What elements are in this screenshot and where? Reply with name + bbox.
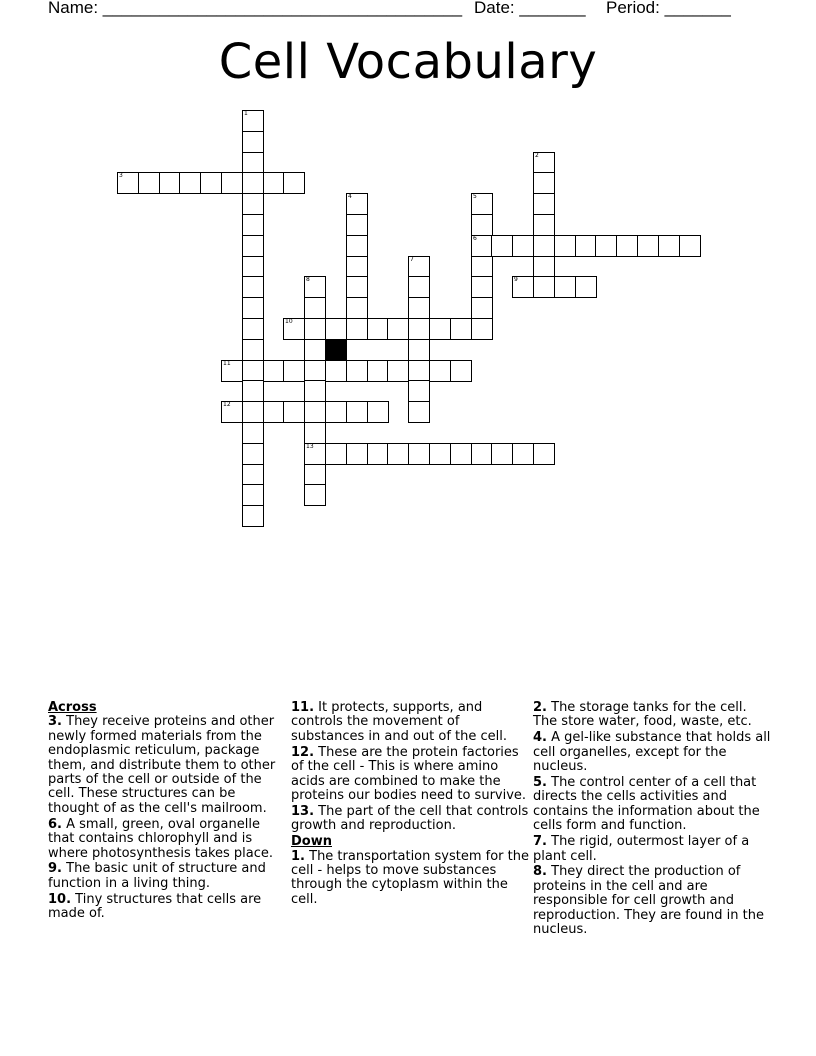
crossword-cell[interactable] xyxy=(429,318,451,340)
crossword-cell[interactable] xyxy=(450,360,472,382)
clue-number-label: 7 xyxy=(410,256,414,263)
crossword-cell[interactable] xyxy=(533,172,555,194)
crossword-cell[interactable] xyxy=(637,235,659,257)
crossword-cell[interactable] xyxy=(346,214,368,236)
crossword-cell[interactable] xyxy=(408,443,430,465)
clue-number: 10. xyxy=(48,891,72,907)
crossword-cell[interactable] xyxy=(242,110,264,132)
crossword-cell[interactable] xyxy=(304,464,326,486)
crossword-cell[interactable] xyxy=(242,339,264,361)
crossword-cell[interactable] xyxy=(533,443,555,465)
crossword-cell[interactable] xyxy=(221,360,243,382)
clue-number: 9. xyxy=(48,861,62,877)
clue-across-12 xyxy=(291,746,529,804)
name-field[interactable]: Name: ______________________________________ xyxy=(48,0,463,17)
crossword-cell[interactable] xyxy=(325,401,347,423)
crossword-cell[interactable] xyxy=(346,318,368,340)
crossword-cell[interactable] xyxy=(429,360,451,382)
clue-across-10 xyxy=(48,893,286,922)
clue-text: The transportation system for the cell - helps to move substances through the cytoplasm within the cell. xyxy=(291,848,529,907)
crossword-cell[interactable] xyxy=(346,297,368,319)
crossword-cell[interactable] xyxy=(242,256,264,278)
crossword-cell[interactable] xyxy=(283,172,305,194)
page-title: Cell Vocabulary xyxy=(218,34,598,90)
crossword-cell[interactable] xyxy=(346,443,368,465)
crossword-cell[interactable] xyxy=(491,443,513,465)
crossword-cell[interactable] xyxy=(387,360,409,382)
clue-text: The control center of a cell that directs the cells activities and contains the information about the cells form and function. xyxy=(533,775,760,834)
clue-number: 2. xyxy=(533,700,547,715)
crossword-cell[interactable] xyxy=(263,401,285,423)
crossword-cell[interactable] xyxy=(533,256,555,278)
crossword-cell[interactable] xyxy=(346,276,368,298)
crossword-cell[interactable] xyxy=(471,256,493,278)
crossword-cell[interactable] xyxy=(304,339,326,361)
crossword-cell[interactable] xyxy=(471,318,493,340)
down-heading: Down xyxy=(291,834,332,850)
crossword-cell[interactable] xyxy=(512,235,534,257)
crossword-cell[interactable] xyxy=(512,276,534,298)
clue-number: 6. xyxy=(48,816,62,832)
crossword-cell[interactable] xyxy=(387,443,409,465)
crossword-cell[interactable] xyxy=(450,443,472,465)
crossword-cell[interactable] xyxy=(242,235,264,257)
crossword-cell[interactable] xyxy=(533,152,555,174)
crossword-cell[interactable] xyxy=(242,464,264,486)
crossword-cell[interactable] xyxy=(159,172,181,194)
crossword-cell[interactable] xyxy=(471,214,493,236)
clue-down-7 xyxy=(533,835,771,864)
clue-across-11 xyxy=(291,701,529,744)
crossword-cell[interactable] xyxy=(242,401,264,423)
crossword-cell[interactable] xyxy=(242,297,264,319)
clue-number-label: 12 xyxy=(223,401,231,408)
clue-number: 13. xyxy=(291,803,315,819)
crossword-cell[interactable] xyxy=(616,235,638,257)
crossword-cell[interactable] xyxy=(491,235,513,257)
crossword-cell[interactable] xyxy=(471,235,493,257)
clue-number-label: 10 xyxy=(285,318,293,325)
crossword-cell[interactable] xyxy=(408,256,430,278)
crossword-cell[interactable] xyxy=(304,276,326,298)
crossword-cell[interactable] xyxy=(367,443,389,465)
crossword-cell[interactable] xyxy=(325,443,347,465)
crossword-cell[interactable] xyxy=(242,152,264,174)
crossword-cell[interactable] xyxy=(429,443,451,465)
crossword-cell[interactable] xyxy=(408,401,430,423)
crossword-cell[interactable] xyxy=(408,339,430,361)
crossword-cell[interactable] xyxy=(242,131,264,153)
crossword-cell[interactable] xyxy=(242,380,264,402)
crossword-cell[interactable] xyxy=(221,172,243,194)
date-field[interactable]: Date: _______ xyxy=(474,0,586,17)
clue-number: 1. xyxy=(291,848,305,864)
crossword-cell[interactable] xyxy=(575,235,597,257)
crossword-cell[interactable] xyxy=(304,318,326,340)
crossword-cell[interactable] xyxy=(242,422,264,444)
crossword-cell[interactable] xyxy=(242,443,264,465)
crossword-cell[interactable] xyxy=(554,276,576,298)
crossword-cell[interactable] xyxy=(304,380,326,402)
crossword-cell[interactable] xyxy=(471,276,493,298)
clue-across-6 xyxy=(48,818,286,861)
crossword-cell[interactable] xyxy=(263,360,285,382)
clue-text: A gel-like substance that holds all cell organelles, except for the nucleus. xyxy=(533,730,771,775)
clue-text: Tiny structures that cells are made of. xyxy=(48,891,262,922)
crossword-cell[interactable] xyxy=(679,235,701,257)
clue-down-4 xyxy=(533,731,771,774)
clue-number-label: 11 xyxy=(223,360,231,367)
crossword-cell[interactable] xyxy=(138,172,160,194)
clue-number-label: 4 xyxy=(348,193,352,200)
crossword-cell[interactable] xyxy=(304,360,326,382)
clue-number-label: 3 xyxy=(119,172,123,179)
clue-down-2 xyxy=(533,701,771,730)
crossword-cell[interactable] xyxy=(283,401,305,423)
crossword-cell[interactable] xyxy=(346,360,368,382)
clue-down-1 xyxy=(291,850,529,908)
crossword-cell[interactable] xyxy=(325,318,347,340)
crossword-cell[interactable] xyxy=(346,256,368,278)
clue-number: 12. xyxy=(291,744,315,760)
clue-down-8 xyxy=(533,865,771,937)
crossword-cell[interactable] xyxy=(533,214,555,236)
period-field[interactable]: Period: _______ xyxy=(606,0,731,17)
crossword-cell[interactable] xyxy=(533,193,555,215)
clue-column-3 xyxy=(533,701,771,939)
clue-text: It protects, supports, and controls the movement of substances in and out of the cell. xyxy=(291,700,508,744)
crossword-cell[interactable] xyxy=(471,297,493,319)
crossword-cell[interactable] xyxy=(304,297,326,319)
crossword-cell[interactable] xyxy=(242,360,264,382)
crossword-cell[interactable] xyxy=(367,401,389,423)
crossword-cell[interactable] xyxy=(554,235,576,257)
clue-down-5 xyxy=(533,776,771,834)
clue-column-1 xyxy=(48,701,286,923)
clue-number-label: 6 xyxy=(473,235,477,242)
crossword-cell[interactable] xyxy=(283,318,305,340)
crossword-cell[interactable] xyxy=(325,360,347,382)
clue-text: A small, green, oval organelle that contains chlorophyll and is where photosynthesis takes place. xyxy=(48,816,274,861)
crossword-cell[interactable] xyxy=(512,443,534,465)
clue-text: They receive proteins and other newly formed materials from the endoplasmic reticulum, package them, and distribute them to other parts of the cell or outside of the cell. These structures can be thought of as the cell's mailroom. xyxy=(48,714,276,816)
crossword-cell[interactable] xyxy=(242,505,264,527)
crossword-cell[interactable] xyxy=(304,422,326,444)
crossword-cell[interactable] xyxy=(263,172,285,194)
crossword-cell[interactable] xyxy=(450,318,472,340)
clue-text: The rigid, outermost layer of a plant cell. xyxy=(533,834,750,864)
clue-number-label: 13 xyxy=(306,443,314,450)
crossword-cell[interactable] xyxy=(367,318,389,340)
clue-number-label: 8 xyxy=(306,276,310,283)
clue-number: 4. xyxy=(533,730,547,746)
crossword-cell[interactable] xyxy=(179,172,201,194)
crossword-cell[interactable] xyxy=(304,443,326,465)
clue-across-13 xyxy=(291,805,529,834)
clue-text: The part of the cell that controls growth and reproduction. xyxy=(291,803,529,834)
clue-across-3 xyxy=(48,715,286,816)
crossword-cell[interactable] xyxy=(575,276,597,298)
crossword-cell[interactable] xyxy=(367,360,389,382)
clue-number-label: 5 xyxy=(473,193,477,200)
clue-text: They direct the production of proteins in the cell and are responsible for cell growth and reproduction. They are found in the nucleus. xyxy=(533,864,764,938)
crossword-cell[interactable] xyxy=(658,235,680,257)
crossword-cell[interactable] xyxy=(471,443,493,465)
clue-number-label: 2 xyxy=(535,152,539,159)
clue-text: These are the protein factories of the cell - This is where amino acids are combined to make the proteins our bodies need to survive. xyxy=(291,744,527,803)
clue-text: The basic unit of structure and function in a living thing. xyxy=(48,861,266,891)
crossword-cell[interactable] xyxy=(242,276,264,298)
crossword-cell[interactable] xyxy=(283,360,305,382)
crossword-cell[interactable] xyxy=(408,380,430,402)
clue-text: The storage tanks for the cell. The store water, food, waste, etc. xyxy=(533,700,752,730)
crossword-cell[interactable] xyxy=(200,172,222,194)
crossword-cell[interactable] xyxy=(304,484,326,506)
crossword-cell[interactable] xyxy=(221,401,243,423)
crossword-cell[interactable] xyxy=(533,276,555,298)
crossword-cell[interactable] xyxy=(346,235,368,257)
crossword-cell[interactable] xyxy=(408,318,430,340)
clue-number: 3. xyxy=(48,714,62,730)
across-heading: Across xyxy=(48,700,97,715)
crossword-cell[interactable] xyxy=(533,235,555,257)
crossword-cell[interactable] xyxy=(242,214,264,236)
crossword-cell[interactable] xyxy=(471,193,493,215)
crossword-cell[interactable] xyxy=(242,318,264,340)
crossword-cell[interactable] xyxy=(242,484,264,506)
crossword-cell[interactable] xyxy=(242,193,264,215)
crossword-cell[interactable] xyxy=(408,360,430,382)
clue-column-2 xyxy=(291,701,529,909)
crossword-cell[interactable] xyxy=(346,401,368,423)
crossword-cell[interactable] xyxy=(304,401,326,423)
clue-number-label: 9 xyxy=(514,276,518,283)
black-square xyxy=(325,339,347,361)
clue-number: 5. xyxy=(533,775,547,791)
crossword-cell[interactable] xyxy=(595,235,617,257)
crossword-cell[interactable] xyxy=(408,276,430,298)
crossword-cell[interactable] xyxy=(346,193,368,215)
crossword-cell[interactable] xyxy=(408,297,430,319)
crossword-cell[interactable] xyxy=(387,318,409,340)
clue-number-label: 1 xyxy=(244,110,248,117)
crossword-cell[interactable] xyxy=(117,172,139,194)
clue-number: 7. xyxy=(533,834,547,850)
crossword-cell[interactable] xyxy=(242,172,264,194)
clue-across-9 xyxy=(48,862,286,891)
clue-number: 11. xyxy=(291,700,315,715)
clue-number: 8. xyxy=(533,864,547,880)
